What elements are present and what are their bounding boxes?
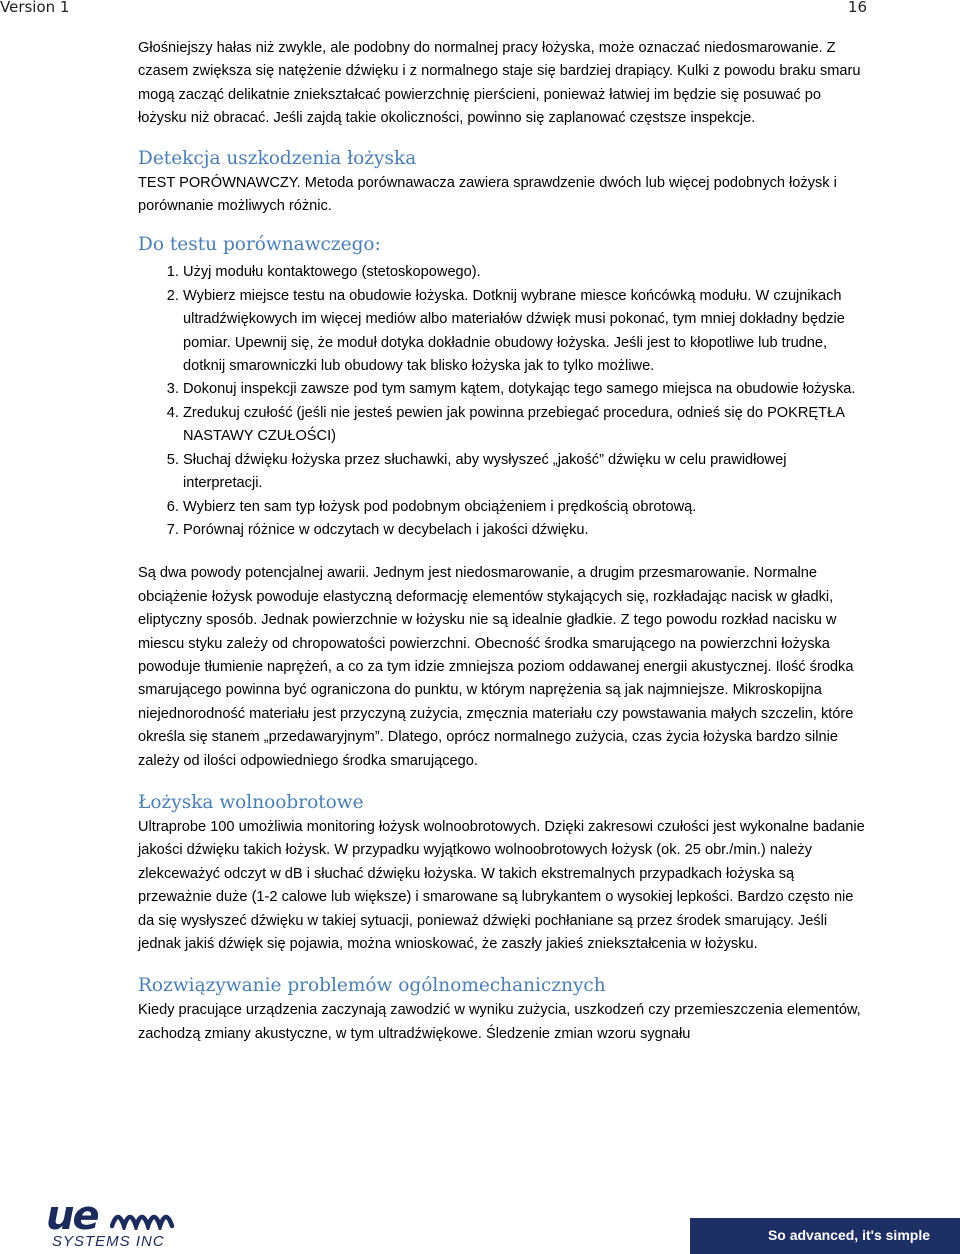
intro-paragraph: Głośniejszy hałas niż zwykle, ale podobny do normalnej pracy łożyska, może oznaczać niedosmarowanie. Z czasem zwiększa się natężenie dźwięku i z normalnego staje się bardziej drapiący. Kulki z powodu braku smaru mogą zacząć delikatnie zniekształcać powierzchnię pierścieni, ponieważ łatwiej im będzie się posuwać po łożysku niż obracać. Jeśli zajdą takie okoliczności, powinno się zaplanować częstsze inspekcje. [138, 40, 861, 127]
list-item: 5. Słuchaj dźwięku łożyska przez słuchawki, aby wysłyszeć „jakość” dźwięku w celu prawidłowej interpretacji. [183, 449, 868, 496]
list-item: 1. Użyj modułu kontaktowego (stetoskopowego). [183, 261, 868, 284]
version-label: Version 1 [0, 0, 70, 16]
wave-icon [110, 1206, 176, 1230]
comparative-test-paragraph: TEST PORÓWNAWCZY. Metoda porównawacza zawiera sprawdzenie dwóch lub więcej podobnych łożysk i porównanie możliwych różnic. [138, 174, 837, 215]
page-header [0, 0, 960, 18]
ue-systems-logo [40, 1193, 180, 1254]
heading-bearing-detection: Detekcja uszkodzenia łożyska [138, 147, 417, 169]
list-item: 2. Wybierz miejsce testu na obudowie łożyska. Dotknij wybrane miesce końcówką modułu. W czujnikach ultradźwiękowych im więcej mediów albo materiałów dźwięk musi pokonać, tym mniej dokładny będzie pomiar. Upewnij się, że moduł dotyka dokładnie obudowy łożyska. Jeśli jest to kłopotliwe lub trudne, dotknij smarowniczki lub obudowy tak blisko łożyska jak to tylko możliwe. [183, 285, 868, 379]
page-footer [0, 1193, 960, 1254]
test-steps-list [138, 261, 868, 542]
heading-comparative-test: Do testu porównawczego: [138, 234, 381, 256]
page-number: 16 [847, 0, 867, 16]
tagline-text: So advanced, it's simple [767, 1227, 930, 1243]
failure-causes-paragraph: Są dwa powody potencjalnej awarii. Jednym jest niedosmarowanie, a drugim przesmarowanie. Normalne obciążenie łożysk powoduje elastyczną deformację elementów stykających się, rozkładając nacisk w gładki, eliptyczny sposób. Jednak powierzchnie w łożysku nie są idealnie gładkie. Z tego powodu rozkład nacisku w miescu styku zależy od chropowatości powierzchni. Obecność środka smarującego na powierzchni łożyska powoduje tłumienie naprężeń, a co za tym idzie zmniejsza poziom oddawanej energii akustycznej. Ilość środka smarującego powinna być ograniczona do punktu, w którym naprężenia są jak najmniejsze. Mikroskopijna niejednorodność materiału jest przyczyną zużycia, zmęcznia materiału czy powstawania małych szczelin, które określa się stanem „przedawaryjnym”. Dlatego, oprócz normalnego zużycia, czas życia łożyska bardzo silnie zależy od ilości odpowiedniego środka smarującego. [138, 565, 854, 769]
logo-mark: ue [46, 1193, 98, 1239]
logo-subtitle: SYSTEMS INC [52, 1233, 165, 1250]
list-item: 6. Wybierz ten sam typ łożysk pod podobnym obciążeniem i prędkością obrotową. [183, 496, 868, 519]
document-body [138, 37, 868, 1046]
heading-troubleshooting: Rozwiązywanie problemów ogólnomechanicznych [138, 975, 606, 997]
list-item: 4. Zredukuj czułość (jeśli nie jesteś pewien jak powinna przebiegać procedura, odnieś się do POKRĘTŁA NASTAWY CZUŁOŚCI) [183, 402, 868, 449]
slow-bearings-paragraph: Ultraprobe 100 umożliwia monitoring łożysk wolnoobrotowych. Dzięki zakresowi czułości jest wykonalne badanie jakości dźwięku takich łożysk. W przypadku wyjątkowo wolnoobrotowych łożysk (ok. 25 obr./min.) należy zlekceważyć odczyt w dB i słuchać dźwięku łożyska. W takich ekstremalnych przypadkach łożyska są przeważnie duże (1-2 calowe lub większe) i smarowane są lubrykantem o wysokiej lepkości. Bardzo często nie da się wysłyszeć dźwięku w takiej sytuacji, ponieważ dźwięki pochłaniane są przez środek smarujący. Jeśli jednak jakiś dźwięk się pojawia, można wnioskować, że zaszły jakieś zniekształcenia w łożysku. [138, 818, 865, 952]
list-item: 7. Porównaj różnice w odczytach w decybelach i jakości dźwięku. [183, 519, 868, 542]
troubleshooting-paragraph: Kiedy pracujące urządzenia zaczynają zawodzić w wyniku zużycia, uszkodzeń czy przemieszczenia elementów, zachodzą zmiany akustyczne, w tym ultradźwiękowe. Śledzenie zmian wzoru sygnału [138, 1002, 861, 1042]
heading-slow-bearings: Łożyska wolnoobrotowe [138, 791, 364, 813]
tagline-bar [690, 1218, 960, 1254]
list-item: 3. Dokonuj inspekcji zawsze pod tym samym kątem, dotykając tego samego miejsca na obudowie łożyska. [183, 378, 868, 401]
